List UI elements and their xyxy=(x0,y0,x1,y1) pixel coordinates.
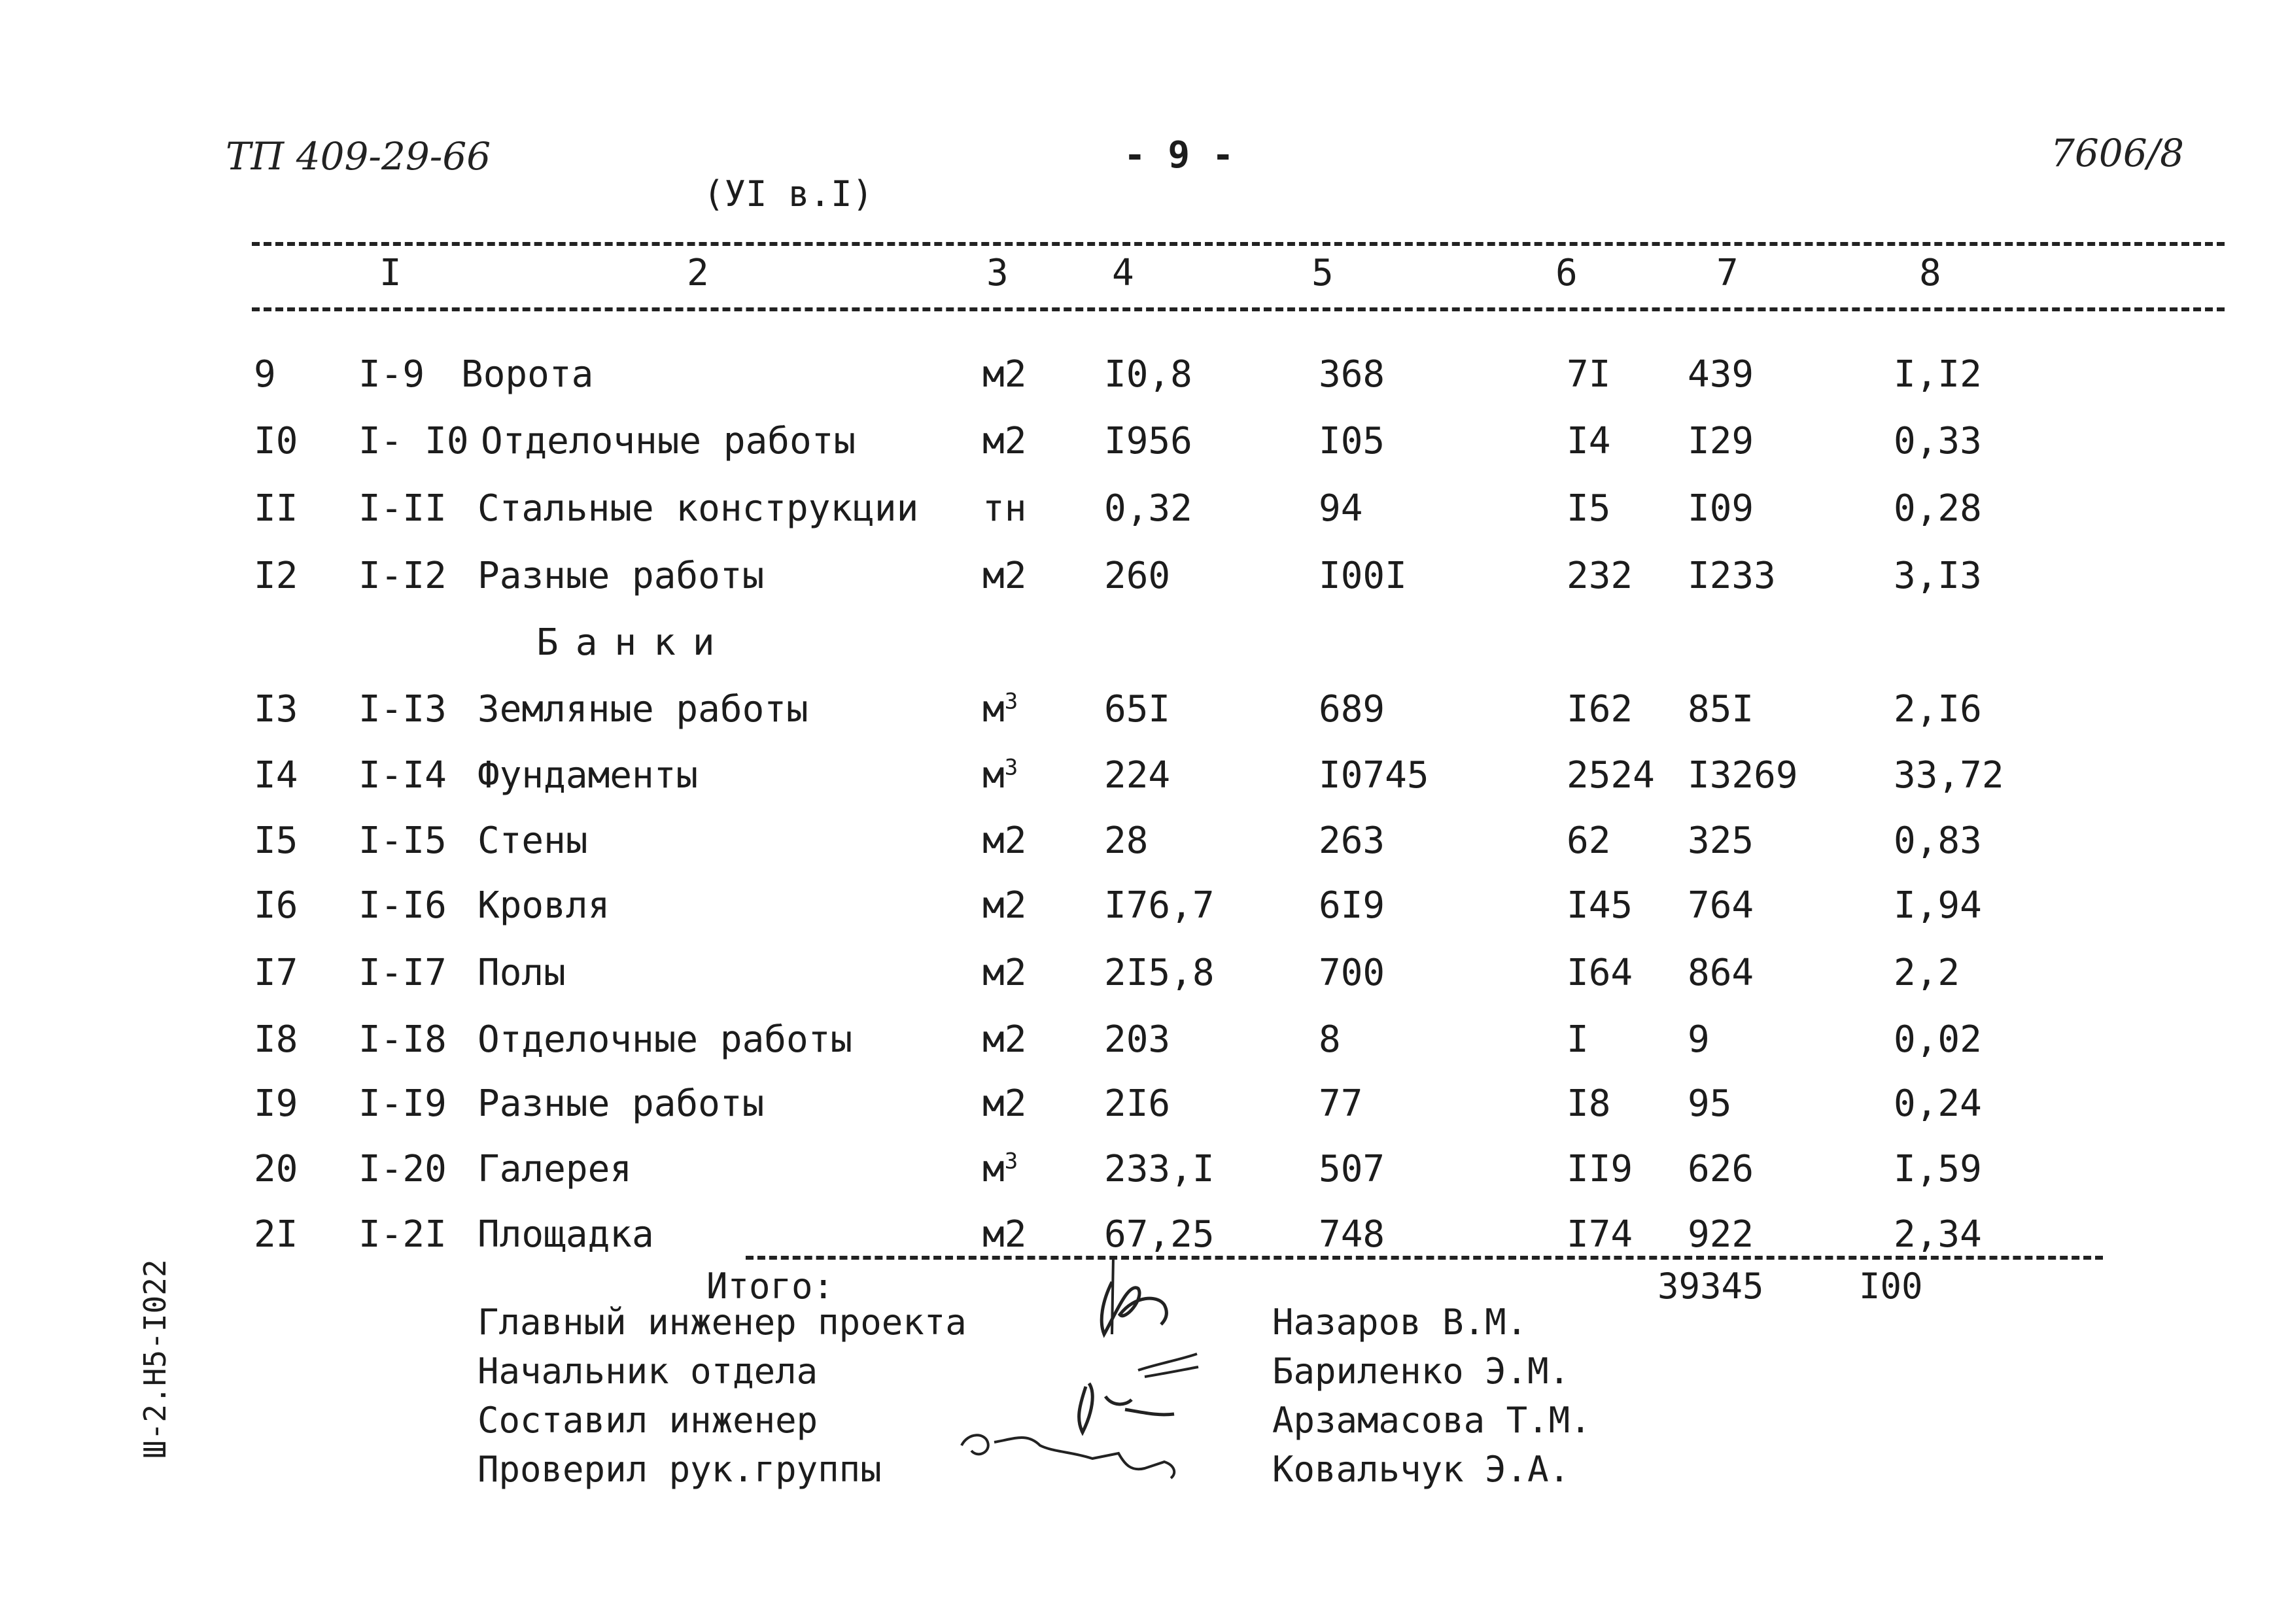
signature-name: Ковальчук Э.А. xyxy=(1272,1449,1570,1490)
table-row xyxy=(0,487,2290,553)
document-code: ТП 409-29-66 xyxy=(226,134,491,179)
unit-cell: м2 xyxy=(982,952,1027,994)
col6-value: 2524 xyxy=(1567,754,1655,797)
row-number: I9 xyxy=(254,1082,298,1125)
signature-role: Проверил рук.группы xyxy=(477,1449,882,1490)
table-row xyxy=(0,884,2290,950)
col6-value: 7I xyxy=(1567,353,1611,396)
table-row xyxy=(0,820,2290,885)
col8-value: 33,72 xyxy=(1894,754,2004,797)
col7-value: 764 xyxy=(1688,884,1754,927)
col8-value: 2,2 xyxy=(1894,952,1960,994)
col4-value: 67,25 xyxy=(1104,1213,1215,1256)
col8-value: I,59 xyxy=(1894,1148,1982,1190)
unit-cell: м2 xyxy=(982,884,1027,927)
col7-value: I29 xyxy=(1688,420,1754,462)
table-row xyxy=(0,555,2290,620)
row-number: I6 xyxy=(254,884,298,927)
col5-value: 6I9 xyxy=(1319,884,1385,927)
col8-value: 2,I6 xyxy=(1894,688,1982,731)
col8-value: 0,24 xyxy=(1894,1082,1982,1125)
unit-cell: м2 xyxy=(982,1018,1027,1061)
volume-label: (УI в.I) xyxy=(703,173,874,215)
col8-value: I,94 xyxy=(1894,884,1982,927)
col8-value: 2,34 xyxy=(1894,1213,1982,1256)
col6-value: I74 xyxy=(1567,1213,1633,1256)
column-header: 2 xyxy=(687,252,709,294)
col6-value: I5 xyxy=(1567,487,1611,530)
header-bottom-rule xyxy=(252,307,2225,311)
col5-value: I00I xyxy=(1319,555,1407,597)
col7-value: 864 xyxy=(1688,952,1754,994)
item-name: Разные работы xyxy=(477,555,765,597)
col6-value: I8 xyxy=(1567,1082,1611,1125)
row-number: I8 xyxy=(254,1018,298,1061)
item-code: I-I2 xyxy=(358,555,447,597)
totals-col7: 39345 xyxy=(1657,1266,1764,1307)
item-code: I-I7 xyxy=(358,952,447,994)
col4-value: 233,I xyxy=(1104,1148,1215,1190)
col8-value: 3,I3 xyxy=(1894,555,1982,597)
item-name: Разные работы xyxy=(477,1082,765,1125)
totals-label: Итого: xyxy=(706,1266,835,1307)
col7-value: 325 xyxy=(1688,820,1754,862)
table-row xyxy=(0,353,2290,419)
item-name: Галерея xyxy=(477,1148,633,1190)
unit-exponent: 3 xyxy=(1004,754,1018,781)
item-name: Площадка xyxy=(477,1213,654,1256)
col7-value: 9 xyxy=(1688,1018,1710,1061)
unit-base: м xyxy=(982,754,1005,797)
col8-value: 0,02 xyxy=(1894,1018,1982,1061)
unit-exponent: 3 xyxy=(1004,1148,1018,1175)
col7-value: 626 xyxy=(1688,1148,1754,1190)
column-header: 5 xyxy=(1311,252,1334,294)
col5-value: 700 xyxy=(1319,952,1385,994)
col7-value: I233 xyxy=(1688,555,1776,597)
col8-value: 0,83 xyxy=(1894,820,1982,862)
col6-value: I62 xyxy=(1567,688,1633,731)
col4-value: 2I6 xyxy=(1104,1082,1171,1125)
col4-value: I956 xyxy=(1104,420,1192,462)
col4-value: I76,7 xyxy=(1104,884,1215,927)
item-code: I-II xyxy=(358,487,447,530)
col7-value: I09 xyxy=(1688,487,1754,530)
col6-value: I4 xyxy=(1567,420,1611,462)
col7-value: I3269 xyxy=(1688,754,1798,797)
table-row xyxy=(0,688,2290,753)
col4-value: 203 xyxy=(1104,1018,1171,1061)
col5-value: 748 xyxy=(1319,1213,1385,1256)
unit-cell: м2 xyxy=(982,1213,1027,1256)
item-name: Ворота xyxy=(461,353,594,396)
side-stamp: Ш-2.Н5-I022 xyxy=(137,1259,173,1459)
col5-value: 8 xyxy=(1319,1018,1341,1061)
table-row xyxy=(0,1082,2290,1148)
col7-value: 95 xyxy=(1688,1082,1732,1125)
item-code: I-I5 xyxy=(358,820,447,862)
col5-value: 689 xyxy=(1319,688,1385,731)
handwritten-signatures xyxy=(948,1243,1262,1504)
row-number: I4 xyxy=(254,754,298,797)
col5-value: 368 xyxy=(1319,353,1385,396)
item-code: I-2I xyxy=(358,1213,447,1256)
item-name: Отделочные работы xyxy=(477,1018,853,1061)
column-header: 4 xyxy=(1112,252,1134,294)
col5-value: I05 xyxy=(1319,420,1385,462)
column-header: 7 xyxy=(1716,252,1739,294)
table-row xyxy=(0,420,2290,485)
col5-value: 507 xyxy=(1319,1148,1385,1190)
sheet-code: 7606/8 xyxy=(2051,131,2185,175)
item-name: Фундаменты xyxy=(477,754,699,797)
item-code: I-9 xyxy=(358,353,425,396)
signature-role: Главный инженер проекта xyxy=(477,1302,967,1343)
col5-value: I0745 xyxy=(1319,754,1429,797)
item-name: Стальные конструкции xyxy=(477,487,919,530)
unit-exponent: 3 xyxy=(1004,688,1018,715)
item-name: Стены xyxy=(477,820,588,862)
signature-role: Составил инженер xyxy=(477,1400,818,1441)
col6-value: I xyxy=(1567,1018,1589,1061)
column-header: 3 xyxy=(986,252,1009,294)
unit-cell xyxy=(982,688,1018,731)
row-number: 20 xyxy=(254,1148,298,1190)
signature-name: Арзамасова Т.М. xyxy=(1272,1400,1591,1441)
col8-value: 0,33 xyxy=(1894,420,1982,462)
col6-value: 62 xyxy=(1567,820,1611,862)
item-name: Полы xyxy=(477,952,566,994)
col6-value: I45 xyxy=(1567,884,1633,927)
signature-name: Назаров В.М. xyxy=(1272,1302,1528,1343)
column-header: I xyxy=(379,252,402,294)
table-row xyxy=(0,1018,2290,1084)
table-row xyxy=(0,952,2290,1017)
row-number: I5 xyxy=(254,820,298,862)
unit-cell: м2 xyxy=(982,353,1027,396)
unit-cell: м2 xyxy=(982,820,1027,862)
item-code: I-I6 xyxy=(358,884,447,927)
item-code: I-20 xyxy=(358,1148,447,1190)
row-number: I0 xyxy=(254,420,298,462)
item-name: Кровля xyxy=(477,884,610,927)
unit-cell: м2 xyxy=(982,555,1027,597)
col4-value: 65I xyxy=(1104,688,1171,731)
totals-col8: I00 xyxy=(1859,1266,1923,1307)
item-code: I-I4 xyxy=(358,754,447,797)
col6-value: I64 xyxy=(1567,952,1633,994)
item-code: I- I0 xyxy=(358,420,469,462)
row-number: I7 xyxy=(254,952,298,994)
col5-value: 77 xyxy=(1319,1082,1363,1125)
col7-value: 922 xyxy=(1688,1213,1754,1256)
item-code: I-I8 xyxy=(358,1018,447,1061)
unit-cell: м2 xyxy=(982,1082,1027,1125)
col4-value: 224 xyxy=(1104,754,1171,797)
col5-value: 94 xyxy=(1319,487,1363,530)
col7-value: 439 xyxy=(1688,353,1754,396)
col4-value: 0,32 xyxy=(1104,487,1192,530)
col6-value: 232 xyxy=(1567,555,1633,597)
unit-base: м xyxy=(982,688,1005,731)
col8-value: 0,28 xyxy=(1894,487,1982,530)
item-code: I-I3 xyxy=(358,688,447,731)
row-number: 2I xyxy=(254,1213,298,1256)
col7-value: 85I xyxy=(1688,688,1754,731)
table-row xyxy=(0,754,2290,820)
row-number: 9 xyxy=(254,353,276,396)
unit-cell: тн xyxy=(982,487,1027,530)
col4-value: 28 xyxy=(1104,820,1149,862)
signature-name: Бариленко Э.М. xyxy=(1272,1351,1570,1392)
item-code: I-I9 xyxy=(358,1082,447,1125)
row-number: II xyxy=(254,487,298,530)
signature-role: Начальник отдела xyxy=(477,1351,818,1392)
unit-cell xyxy=(982,1148,1018,1190)
unit-base: м xyxy=(982,1148,1005,1190)
table-row xyxy=(0,1148,2290,1213)
col8-value: I,I2 xyxy=(1894,353,1982,396)
col4-value: 2I5,8 xyxy=(1104,952,1215,994)
unit-cell: м2 xyxy=(982,420,1027,462)
col6-value: II9 xyxy=(1567,1148,1633,1190)
unit-cell xyxy=(982,754,1018,797)
item-name: Земляные работы xyxy=(477,688,808,731)
header-top-rule xyxy=(252,242,2225,246)
row-number: I2 xyxy=(254,555,298,597)
column-header: 6 xyxy=(1555,252,1578,294)
col4-value: I0,8 xyxy=(1104,353,1192,396)
column-header: 8 xyxy=(1919,252,1941,294)
item-name: Отделочные работы xyxy=(481,420,856,462)
row-number: I3 xyxy=(254,688,298,731)
col4-value: 260 xyxy=(1104,555,1171,597)
col5-value: 263 xyxy=(1319,820,1385,862)
section-title: Банки xyxy=(536,621,732,664)
page-number: - 9 - xyxy=(1124,134,1234,177)
